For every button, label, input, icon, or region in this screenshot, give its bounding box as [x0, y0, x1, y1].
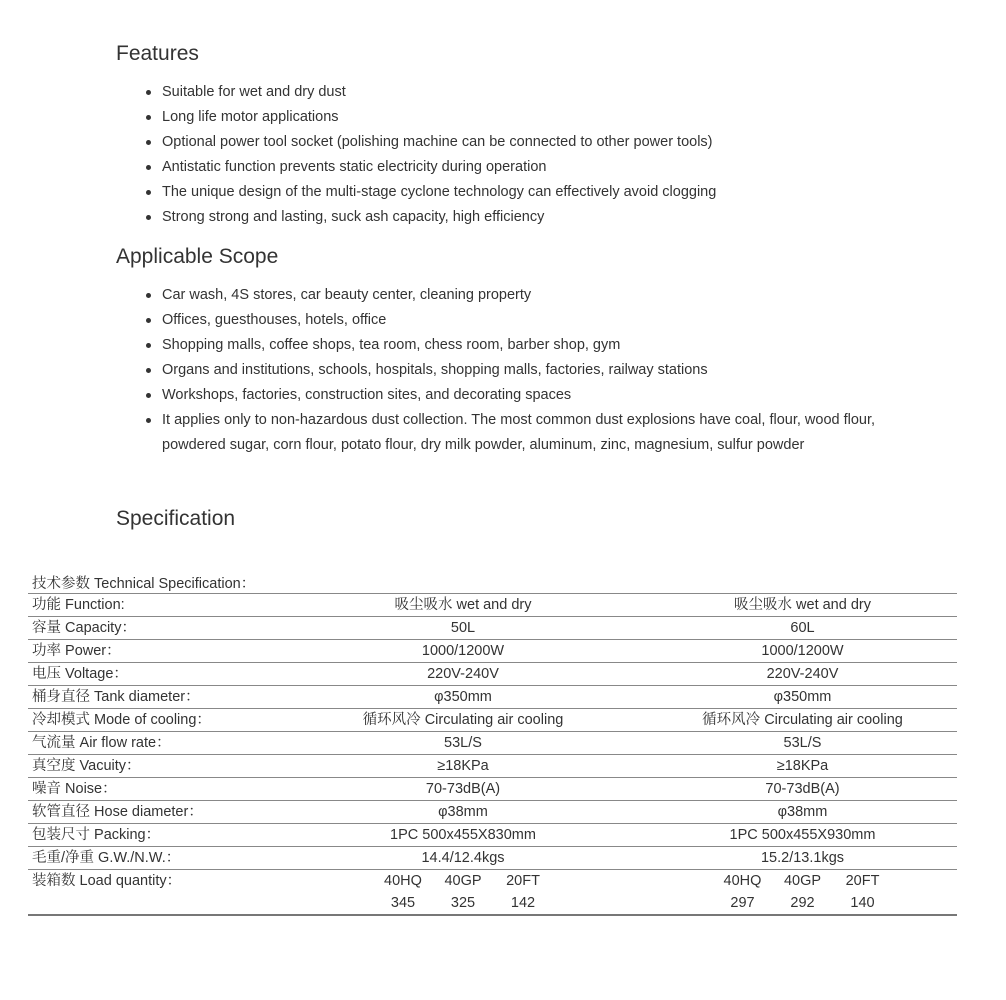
features-list — [162, 80, 942, 230]
spec-value-a: φ350mm — [278, 686, 648, 709]
spec-value-b: 53L/S — [648, 732, 957, 755]
spec-label: 电压 Voltage： — [28, 663, 278, 686]
spec-value-a: 1PC 500x455X830mm — [278, 824, 648, 847]
spec-label: 容量 Capacity： — [28, 617, 278, 640]
table-row — [28, 847, 957, 870]
load-headers-a — [278, 870, 648, 893]
list-item: Suitable for wet and dry dust — [162, 80, 942, 105]
spec-value-b: φ38mm — [648, 801, 957, 824]
table-row — [28, 755, 957, 778]
table-row — [28, 686, 957, 709]
spec-value-b: 吸尘吸水 wet and dry — [648, 594, 957, 617]
spec-value-a: φ38mm — [278, 801, 648, 824]
table-row — [28, 870, 957, 893]
list-item: The unique design of the multi-stage cyclone technology can effectively avoid clogging — [162, 180, 942, 205]
spec-caption: 技术参数 Technical Specification： — [32, 576, 256, 592]
spec-value-a: ≥18KPa — [278, 755, 648, 778]
load-header: 20FT — [845, 873, 880, 889]
spec-label: 真空度 Vacuity： — [28, 755, 278, 778]
table-row — [28, 709, 957, 732]
spec-value-a: 220V-240V — [278, 663, 648, 686]
load-header: 40GP — [444, 873, 482, 889]
list-item: It applies only to non-hazardous dust collection. The most common dust explosions have coal, flour, wood flour, powdered sugar, corn flour, potato flour, dry milk powder, aluminum, zinc, magnesium, sulfur powder — [162, 408, 942, 458]
table-row — [28, 824, 957, 847]
spec-label: 桶身直径 Tank diameter： — [28, 686, 278, 709]
spec-value-a: 50L — [278, 617, 648, 640]
list-item: Strong strong and lasting, suck ash capacity, high efficiency — [162, 205, 942, 230]
load-values-a — [278, 892, 648, 915]
spec-value-b: ≥18KPa — [648, 755, 957, 778]
spec-label: 冷却模式 Mode of cooling： — [28, 709, 278, 732]
spec-value-a: 吸尘吸水 wet and dry — [278, 594, 648, 617]
list-item: Shopping malls, coffee shops, tea room, chess room, barber shop, gym — [162, 333, 942, 358]
list-item: Workshops, factories, construction sites, and decorating spaces — [162, 383, 942, 408]
spec-value-a: 1000/1200W — [278, 640, 648, 663]
spec-value-b: 70-73dB(A) — [648, 778, 957, 801]
spec-value-b: φ350mm — [648, 686, 957, 709]
list-item: Antistatic function prevents static electricity during operation — [162, 155, 942, 180]
spec-value-b: 60L — [648, 617, 957, 640]
spec-value-b: 1000/1200W — [648, 640, 957, 663]
table-row — [28, 617, 957, 640]
list-item: Optional power tool socket (polishing machine can be connected to other power tools) — [162, 130, 942, 155]
load-value: 140 — [850, 895, 875, 911]
list-item: Long life motor applications — [162, 105, 942, 130]
table-row — [28, 732, 957, 755]
features-heading: Features — [116, 42, 199, 65]
scope-heading: Applicable Scope — [116, 245, 279, 268]
spec-label-empty — [28, 892, 278, 915]
table-row — [28, 594, 957, 617]
spec-value-b: 循环风冷 Circulating air cooling — [648, 709, 957, 732]
load-value: 297 — [730, 895, 755, 911]
table-row — [28, 663, 957, 686]
spec-label: 噪音 Noise： — [28, 778, 278, 801]
load-values-b — [648, 892, 957, 915]
list-item: Offices, guesthouses, hotels, office — [162, 308, 942, 333]
spec-value-a: 14.4/12.4kgs — [278, 847, 648, 870]
load-headers-b — [648, 870, 957, 893]
spec-label: 包装尺寸 Packing： — [28, 824, 278, 847]
spec-value-a: 循环风冷 Circulating air cooling — [278, 709, 648, 732]
spec-label: 毛重/净重 G.W./N.W.： — [28, 847, 278, 870]
spec-label: 气流量 Air flow rate： — [28, 732, 278, 755]
list-item: Organs and institutions, schools, hospitals, shopping malls, factories, railway stations — [162, 358, 942, 383]
load-header: 40HQ — [723, 873, 762, 889]
table-row — [28, 801, 957, 824]
load-header: 20FT — [506, 873, 540, 889]
spec-label: 软管直径 Hose diameter： — [28, 801, 278, 824]
load-header: 40HQ — [384, 873, 422, 889]
table-row — [28, 892, 957, 915]
load-value: 345 — [390, 895, 416, 911]
spec-label: 功能 Function: — [28, 594, 278, 617]
spec-label: 装箱数 Load quantity： — [32, 873, 182, 889]
table-row — [28, 778, 957, 801]
scope-list — [162, 283, 942, 458]
spec-value-a: 70-73dB(A) — [278, 778, 648, 801]
load-value: 142 — [510, 895, 536, 911]
spec-label: 功率 Power： — [28, 640, 278, 663]
spec-value-a: 53L/S — [278, 732, 648, 755]
load-header: 40GP — [783, 873, 822, 889]
load-value: 325 — [450, 895, 476, 911]
load-value: 292 — [790, 895, 815, 911]
spec-value-b: 1PC 500x455X930mm — [648, 824, 957, 847]
spec-value-b: 220V-240V — [648, 663, 957, 686]
table-row — [28, 640, 957, 663]
spec-table — [28, 593, 957, 916]
specification-heading: Specification — [116, 507, 236, 530]
spec-value-b: 15.2/13.1kgs — [648, 847, 957, 870]
list-item: Car wash, 4S stores, car beauty center, cleaning property — [162, 283, 942, 308]
